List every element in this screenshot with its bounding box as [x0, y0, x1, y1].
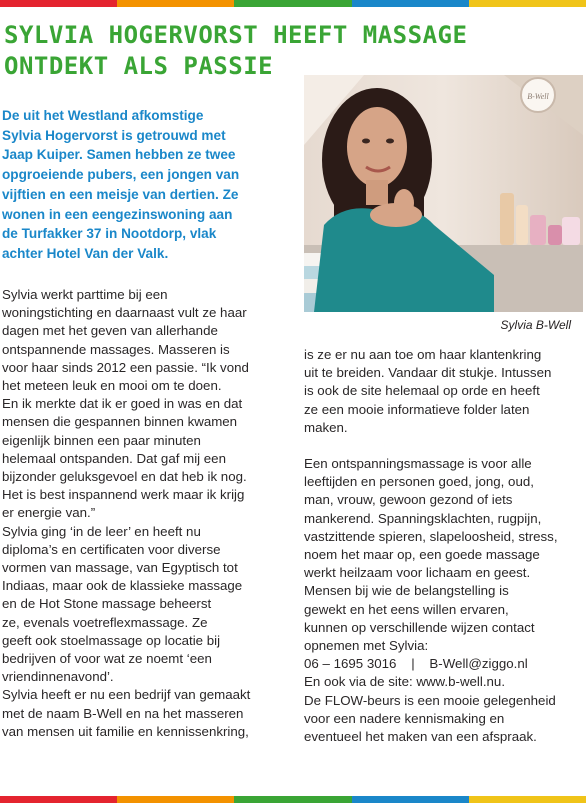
body-column-left — [2, 286, 297, 741]
body-line: helemaal ontspanden. Dat gaf mij een — [2, 450, 226, 466]
stripe-segment-red — [0, 0, 117, 7]
body-line: maken. — [304, 419, 348, 435]
body-line: het meteen leuk en mooi om te doen. — [2, 378, 222, 394]
stripe-segment-orange — [117, 0, 234, 7]
body-line: voor haar sinds 2012 een passie. “Ik vond — [2, 359, 249, 375]
body-line: met de naam B-Well en na het masseren — [2, 705, 244, 721]
stripe-segment-blue — [352, 796, 469, 803]
body-line: vormen van massage, van Egyptisch tot — [2, 560, 238, 576]
body-line: Sylvia werkt parttime bij een — [2, 287, 168, 302]
body-line: man, vrouw, gewoon gezond of iets — [304, 492, 513, 508]
body-line: Mensen bij wie de belangstelling is — [304, 583, 509, 599]
body-line: er energie van.” — [2, 505, 96, 521]
body-line: gewekt en het eens willen ervaren, — [304, 601, 509, 617]
body-line: bijzonder geluksgevoel en dat heb ik nog. — [2, 469, 247, 485]
body-line: geeft ook stoelmassage op locatie bij — [2, 632, 221, 648]
stripe-segment-green — [234, 796, 351, 803]
stripe-segment-orange — [117, 796, 234, 803]
body-line: Een ontspanningsmassage is voor alle — [304, 456, 532, 472]
body-line: diploma’s en certificaten voor diverse — [2, 541, 221, 557]
intro-line: De uit het Westland afkomstige — [2, 108, 204, 123]
stripe-segment-green — [234, 0, 351, 7]
photo-caption: Sylvia B-Well — [500, 318, 571, 332]
body-line: Het is best inspannend werk maar ik krijg — [2, 487, 245, 503]
intro-line: Jaap Kuiper. Samen hebben ze twee — [2, 147, 236, 163]
contact-line: 06 – 1695 3016 | B-Well@ziggo.nl — [304, 656, 528, 672]
intro-paragraph — [2, 106, 294, 264]
body-line: opnemen met Sylvia: — [304, 638, 429, 654]
body-line: voor een nadere kennismaking en — [304, 710, 505, 726]
stripe-segment-blue — [352, 0, 469, 7]
body-line: noem het maar op, een goede massage — [304, 547, 540, 563]
wall-sign-text: B-Well — [527, 92, 549, 101]
intro-line: wonen in een eengezinswoning aan — [2, 206, 233, 222]
color-stripe-bottom — [0, 796, 586, 803]
body-line: ontspannende massages. Masseren is — [2, 341, 230, 357]
portrait-illustration — [304, 75, 583, 312]
body-line: mankerend. Spanningsklachten, rugpijn, — [304, 510, 542, 526]
website-line: En ook via de site: www.b-well.nu. — [304, 674, 506, 690]
article-title — [4, 20, 467, 82]
body-line: ze een mooie informatieve folder laten — [304, 401, 530, 417]
intro-line: achter Hotel Van der Valk. — [2, 245, 169, 261]
body-line: ze, evenals voetreflexmassage. Ze — [2, 614, 208, 630]
body-line: Indiaas, maar ook de klassieke massage — [2, 578, 243, 594]
body-line: uit te breiden. Vandaar dit stukje. Intussen — [304, 365, 552, 381]
portrait-photo — [304, 75, 583, 312]
body-line: is ze er nu aan toe om haar klantenkring — [304, 347, 542, 362]
body-line: kunnen op verschillende wijzen contact — [304, 619, 535, 635]
color-stripe-top — [0, 0, 586, 7]
paragraph-gap — [304, 437, 586, 455]
intro-line: vijftien en een meisje van dertien. Ze — [2, 186, 239, 202]
body-line: vastzittende spieren, slapeloosheid, stress, — [304, 528, 558, 544]
body-line: is ook de site helemaal op orde en heeft — [304, 383, 540, 399]
body-line: bedrijven of voor wat ze noemt ‘een — [2, 651, 212, 667]
body-line: Sylvia heeft er nu een bedrijf van gemaakt — [2, 687, 251, 703]
body-line: woningstichting en daarnaast vult ze haar — [2, 305, 247, 321]
title-line-1: SYLVIA HOGERVORST HEEFT MASSAGE — [4, 21, 468, 49]
stripe-segment-yellow — [469, 0, 586, 7]
stripe-segment-yellow — [469, 796, 586, 803]
body-line: En ik merkte dat ik er goed in was en dat — [2, 396, 243, 412]
intro-line: de Turfakker 37 in Nootdorp, vlak — [2, 226, 217, 242]
body-column-right — [304, 346, 586, 746]
body-line: werkt heilzaam voor lichaam en geest. — [304, 565, 531, 581]
body-line: dagen met het geven van allerhande — [2, 323, 218, 339]
body-line: leeftijden en personen goed, jong, oud, — [304, 474, 534, 490]
intro-line: Sylvia Hogervorst is getrouwd met — [2, 127, 226, 143]
body-line: en de Hot Stone massage beheerst — [2, 596, 212, 612]
body-line: mensen die gespannen binnen kwamen — [2, 414, 238, 430]
intro-line: opgroeiende pubers, een jongen van — [2, 167, 240, 183]
body-line: eigenlijk binnen een paar minuten — [2, 432, 201, 448]
body-line: van mensen uit familie en kennissenkring, — [2, 723, 249, 739]
stripe-segment-red — [0, 796, 117, 803]
body-line: vriendinnenavond’. — [2, 669, 114, 685]
body-line: Sylvia ging ‘in de leer’ en heeft nu — [2, 523, 201, 539]
body-line: eventueel het maken van een afspraak. — [304, 729, 537, 745]
title-line-2: ONTDEKT ALS PASSIE — [4, 52, 274, 80]
body-line: De FLOW-beurs is een mooie gelegenheid — [304, 692, 556, 708]
